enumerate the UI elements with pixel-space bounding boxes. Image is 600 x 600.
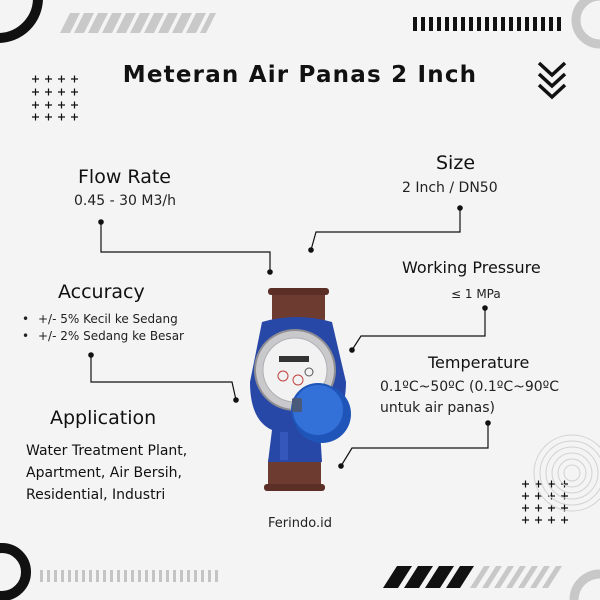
application-line: Residential, Industri (26, 487, 166, 503)
connector-working-pressure (352, 308, 485, 350)
corner-ring-bottom-left (0, 548, 26, 596)
concentric-circles-bottom-right (534, 435, 600, 511)
accuracy-heading: Accuracy (58, 281, 145, 303)
corner-arc-bottom-right (574, 574, 600, 600)
barcode-bottom-left (40, 570, 218, 582)
connector-accuracy (91, 355, 236, 400)
corner-ring-top-left (0, 0, 38, 38)
accuracy-item: • +/- 2% Sedang ke Besar (24, 329, 184, 343)
application-line: Water Treatment Plant, (26, 443, 188, 459)
size-value: 2 Inch / DN50 (402, 180, 498, 196)
working-pressure-heading: Working Pressure (402, 258, 541, 277)
brand-watermark: Ferindo.id (268, 516, 332, 531)
water-meter-image (250, 288, 351, 491)
accuracy-item: • +/- 5% Kecil ke Sedang (24, 312, 178, 326)
flow-rate-value: 0.45 - 30 M3/h (74, 193, 176, 209)
connector-temperature (341, 423, 488, 466)
connector-flow-rate (101, 222, 270, 272)
temperature-line: untuk air panas) (380, 400, 496, 416)
corner-ring-top-right (576, 0, 600, 44)
working-pressure-value: ≤ 1 MPa (451, 287, 501, 301)
connector-size (311, 208, 460, 250)
temperature-heading: Temperature (428, 353, 530, 372)
flow-rate-heading: Flow Rate (78, 166, 171, 188)
temperature-line: 0.1ºC~50ºC (0.1ºC~90ºC (380, 379, 560, 395)
size-heading: Size (436, 152, 476, 174)
application-line: Apartment, Air Bersih, (26, 465, 182, 481)
page-title: Meteran Air Panas 2 Inch (122, 62, 478, 88)
slanted-stripes-top-left (60, 13, 216, 33)
barcode-top-right (413, 17, 561, 31)
slanted-stripes-bottom-right (383, 566, 562, 588)
application-heading: Application (50, 407, 157, 429)
